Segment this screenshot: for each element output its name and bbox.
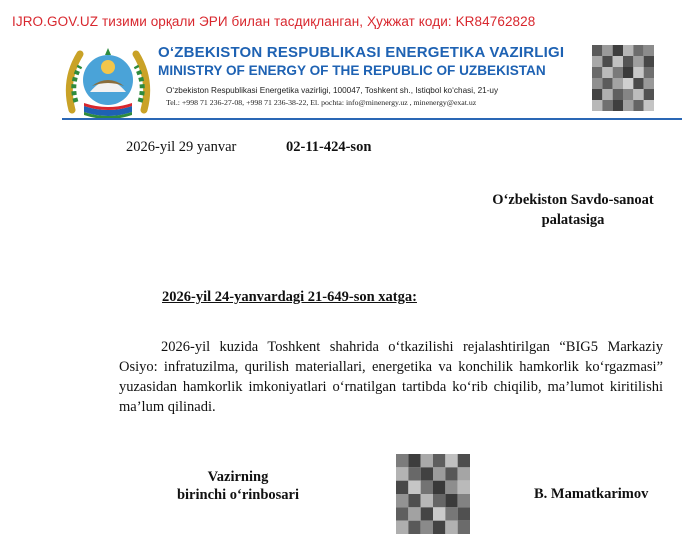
signatory-name: B. Mamatkarimov	[534, 486, 649, 502]
ministry-address: O‘zbekiston Respublikasi Energetika vazirligi, 100047, Toshkent sh., Istiqbol ko‘chasi, 21-uy	[166, 86, 499, 95]
letterhead-divider	[62, 118, 682, 120]
body-paragraph: 2026-yil kuzida Toshkent shahrida o‘tkazilishi rejalashtirilgan “BIG5 Markaziy Osiyo: infratuzilma, qurilish materiallari, energetika va konchilik hamkorlik ko‘rgazmasi” yuzasidan hamkorlik imkoniyatlari o‘rnatilgan tartibda ko‘rib chiqilib, ma’lumot kiritilishi ma’lum qilinadi.	[119, 339, 663, 415]
recipient-line-1: O‘zbekiston Savdo-sanoat	[492, 192, 654, 208]
blurred-qr-code-icon	[396, 454, 470, 534]
document-body	[119, 337, 663, 417]
ministry-contacts: Tel.: +998 71 236-27-08, +998 71 236-38-22, El. pochta: info@minenergy.uz , minenergy@exat.uz	[166, 98, 477, 107]
ministry-name-en: MINISTRY OF ENERGY OF THE REPUBLIC OF UZBEKISTAN	[158, 63, 546, 78]
signatory-title-line-1: Vazirning	[207, 469, 269, 485]
recipient-line-2: palatasiga	[541, 212, 605, 228]
document-subject: 2026-yil 24-yanvardagi 21-649-son xatga:	[162, 289, 417, 305]
verification-banner: IJRO.GOV.UZ тизими орқали ЭРИ билан тасдиқланган, Ҳужжат коди: KR84762828	[12, 14, 536, 29]
document-date: 2026-yil 29 yanvar	[126, 139, 237, 155]
document-number: 02-11-424-son	[286, 139, 372, 155]
ministry-name-uz: O‘ZBEKISTON RESPUBLIKASI ENERGETIKA VAZIRLIGI	[158, 44, 565, 61]
state-emblem-icon	[62, 40, 154, 124]
blurred-qr-code-icon	[592, 45, 654, 111]
signatory-title	[150, 468, 326, 504]
recipient	[440, 190, 689, 230]
signatory-title-line-2: birinchi o‘rinbosari	[176, 487, 300, 503]
